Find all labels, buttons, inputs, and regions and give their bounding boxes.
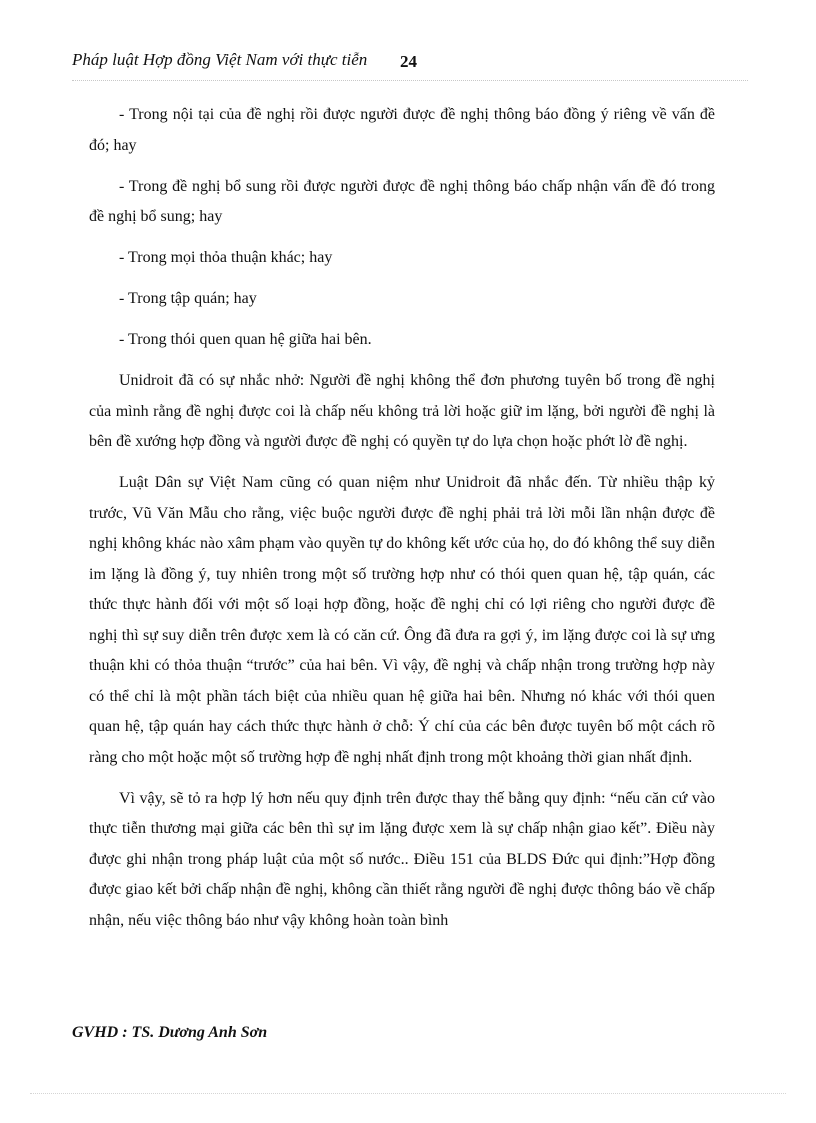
document-body [89, 100, 715, 947]
bullet-paragraph: - Trong mọi thỏa thuận khác; hay [119, 249, 333, 266]
page-header [72, 50, 752, 76]
page-footer: GVHD : TS. Dương Anh Sơn [72, 1024, 268, 1041]
bullet-paragraph: - Trong thói quen quan hệ giữa hai bên. [119, 331, 372, 348]
header-divider [72, 80, 748, 81]
footer-divider [30, 1093, 786, 1094]
body-paragraph: Vì vậy, sẽ tỏ ra hợp lý hơn nếu quy định trên được thay thế bằng quy định: “nếu căn cứ vào thực tiễn thương mại giữa các bên thì sự im lặng được xem là sự chấp nhận giao kết”. Điều này được ghi nhận trong pháp luật của một số nước.. Điều 151 của BLDS Đức qui định:”Hợp đồng được giao kết bởi chấp nhận đề nghị, không cần thiết rằng người đề nghị được thông báo về chấp nhận, nếu việc thông báo như vậy không hoàn toàn bình [89, 789, 715, 929]
body-paragraph: Unidroit đã có sự nhắc nhở: Người đề nghị không thể đơn phương tuyên bố trong đề nghị của mình rằng đề nghị được coi là chấp nếu không trả lời hoặc giữ im lặng, bởi người đề nghị là bên đề xướng hợp đồng và người được đề nghị có quyền tự do lựa chọn hoặc phớt lờ đề nghị. [89, 372, 715, 450]
bullet-paragraph: - Trong nội tại của đề nghị rồi được người được đề nghị thông báo đồng ý riêng về vấn đề đó; hay [89, 106, 715, 154]
bullet-paragraph: - Trong tập quán; hay [119, 290, 257, 307]
bullet-paragraph: - Trong đề nghị bổ sung rồi được người được đề nghị thông báo chấp nhận vấn đề đó trong đề nghị bổ sung; hay [89, 177, 715, 225]
header-title: Pháp luật Hợp đồng Việt Nam với thực tiễn [72, 50, 368, 69]
body-paragraph: Luật Dân sự Việt Nam cũng có quan niệm như Unidroit đã nhắc đến. Từ nhiều thập kỷ trước, Vũ Văn Mẫu cho rằng, việc buộc người được đề nghị phải trả lời mỗi lần nhận được đề nghị không khác nào xâm phạm vào quyền tự do không kết ước của họ, do đó không thể suy diễn im lặng là đồng ý, tuy nhiên trong một số trường hợp như có thói quen quan hệ, tập quán, các thức thực hành đối với một số loại hợp đồng, hoặc đề nghị chỉ có lợi riêng cho người được đề nghị thì sự suy diễn trên được xem là có căn cứ. Ông đã đưa ra gợi ý, im lặng được coi là sự ưng thuận khi có thỏa thuận “trước” của hai bên. Vì vậy, đề nghị và chấp nhận trong trường hợp này có thể chỉ là một phần tách biệt của nhiều quan hệ giữa hai bên. Nhưng nó khác với thói quen quan hệ, tập quán hay cách thức thực hành ở chỗ: Ý chí của các bên được tuyên bố một cách rõ ràng cho một hoặc một số trường hợp đề nghị nhất định trong một khoảng thời gian nhất định. [89, 474, 715, 766]
page-number: 24 [400, 52, 417, 71]
